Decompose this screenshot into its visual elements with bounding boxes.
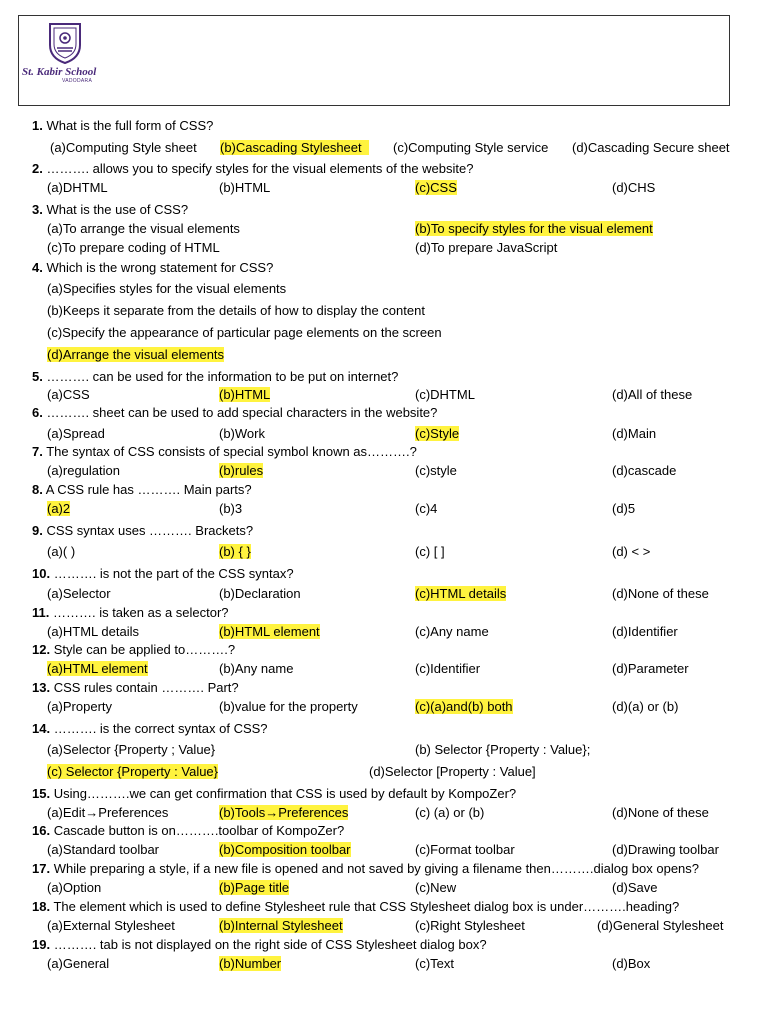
option: (d)To prepare JavaScript bbox=[415, 240, 558, 255]
option-answer: (b)Composition toolbar bbox=[219, 842, 351, 857]
option: (c) [ ] bbox=[415, 544, 445, 559]
question-text: What is the use of CSS? bbox=[42, 202, 189, 217]
option: (c)style bbox=[415, 463, 457, 478]
option: (a)Specifies styles for the visual elements bbox=[47, 281, 287, 296]
question-text: ………. tab is not displayed on the right side of CSS Stylesheet dialog box? bbox=[50, 937, 487, 952]
question-number: 14. bbox=[32, 721, 51, 736]
question-text: While preparing a style, if a new file is opened and not saved by giving a filename then……….dialog box opens? bbox=[50, 861, 700, 876]
option: (c)Text bbox=[415, 956, 454, 971]
question-9 bbox=[32, 522, 253, 539]
option-answer: (b)rules bbox=[219, 463, 264, 478]
option-answer: (b)To specify styles for the visual element bbox=[415, 221, 653, 236]
option: (b) Selector {Property : Value}; bbox=[415, 742, 591, 757]
option: (c)Format toolbar bbox=[415, 842, 515, 857]
option: (a)regulation bbox=[47, 463, 120, 478]
option: (a)Spread bbox=[47, 426, 105, 441]
question-number: 9. bbox=[32, 523, 43, 538]
option: (c)Specify the appearance of particular page elements on the screen bbox=[47, 325, 442, 340]
question-number: 16. bbox=[32, 823, 51, 838]
option: (a)Standard toolbar bbox=[47, 842, 160, 857]
school-city: VADODARA bbox=[62, 78, 93, 84]
question-text: Style can be applied to……….? bbox=[50, 642, 236, 657]
option: (b)value for the property bbox=[219, 699, 358, 714]
school-crest-icon bbox=[47, 21, 83, 65]
option: (b)Any name bbox=[219, 661, 294, 676]
option: (c)Identifier bbox=[415, 661, 481, 676]
question-text: ………. sheet can be used to add special characters in the website? bbox=[42, 405, 438, 420]
question-text: Which is the wrong statement for CSS? bbox=[42, 260, 274, 275]
question-text: ………. is the correct syntax of CSS? bbox=[50, 721, 268, 736]
option: (a)HTML details bbox=[47, 624, 139, 639]
option-answer: (a)HTML element bbox=[47, 661, 148, 676]
question-5 bbox=[32, 368, 398, 385]
question-text: ………. can be used for the information to be put on internet? bbox=[42, 369, 399, 384]
question-15 bbox=[32, 785, 516, 802]
option: (d)Box bbox=[612, 956, 651, 971]
question-number: 3. bbox=[32, 202, 43, 217]
option: (c) (a) or (b) bbox=[415, 805, 485, 820]
option: (c)New bbox=[415, 880, 457, 895]
option: (d)Identifier bbox=[612, 624, 678, 639]
header-box bbox=[18, 15, 730, 106]
question-19 bbox=[32, 936, 487, 953]
option: (d)cascade bbox=[612, 463, 677, 478]
question-number: 18. bbox=[32, 899, 51, 914]
question-14 bbox=[32, 720, 268, 737]
option: (d)5 bbox=[612, 501, 636, 516]
question-number: 5. bbox=[32, 369, 43, 384]
option: (b)Work bbox=[219, 426, 265, 441]
option: (a)( ) bbox=[47, 544, 76, 559]
question-number: 7. bbox=[32, 444, 43, 459]
option-answer: (b)Internal Stylesheet bbox=[219, 918, 343, 933]
option-answer: (b)HTML element bbox=[219, 624, 320, 639]
option-answer: (b)Number bbox=[219, 956, 282, 971]
question-number: 10. bbox=[32, 566, 51, 581]
question-number: 17. bbox=[32, 861, 51, 876]
question-18 bbox=[32, 898, 679, 915]
question-number: 4. bbox=[32, 260, 43, 275]
option-answer: (c)HTML details bbox=[415, 586, 507, 601]
school-logo bbox=[22, 21, 114, 87]
question-text: ………. is taken as a selector? bbox=[49, 605, 229, 620]
option: (d)None of these bbox=[612, 805, 709, 820]
question-text: ………. is not the part of the CSS syntax? bbox=[50, 566, 294, 581]
option: (b)Keeps it separate from the details of how to display the content bbox=[47, 303, 425, 318]
question-1 bbox=[32, 117, 213, 134]
option: (d)Cascading Secure sheet bbox=[572, 140, 730, 155]
option-answer: (b)Tools→Preferences bbox=[219, 805, 349, 820]
question-number: 8. bbox=[32, 482, 43, 497]
question-text: A CSS rule has ………. Main parts? bbox=[42, 482, 252, 497]
question-text: What is the full form of CSS? bbox=[42, 118, 214, 133]
option-answer: (b)HTML bbox=[219, 387, 271, 402]
option: (d)All of these bbox=[612, 387, 693, 402]
option: (b)3 bbox=[219, 501, 243, 516]
question-8 bbox=[32, 481, 252, 498]
question-10 bbox=[32, 565, 294, 582]
option: (d)Drawing toolbar bbox=[612, 842, 719, 857]
question-16 bbox=[32, 822, 344, 839]
option-answer: (b) { } bbox=[219, 544, 251, 559]
option-answer: (a)2 bbox=[47, 501, 71, 516]
question-number: 19. bbox=[32, 937, 51, 952]
question-number: 2. bbox=[32, 161, 43, 176]
option: (a)To arrange the visual elements bbox=[47, 221, 240, 236]
option: (d)None of these bbox=[612, 586, 709, 601]
question-3 bbox=[32, 201, 188, 218]
question-number: 12. bbox=[32, 642, 51, 657]
question-6 bbox=[32, 404, 437, 421]
question-text: CSS rules contain ………. Part? bbox=[50, 680, 239, 695]
question-11 bbox=[32, 604, 229, 621]
option-answer: (c)CSS bbox=[415, 180, 457, 195]
option: (d)CHS bbox=[612, 180, 656, 195]
option: (d)Selector [Property : Value] bbox=[369, 764, 536, 779]
option-answer: (c) Selector {Property : Value} bbox=[47, 764, 219, 779]
question-text: The syntax of CSS consists of special symbol known as……….? bbox=[42, 444, 417, 459]
question-17 bbox=[32, 860, 699, 877]
question-13 bbox=[32, 679, 239, 696]
question-text: Using……….we can get confirmation that CSS is used by default by KompoZer? bbox=[50, 786, 517, 801]
option: (d)Save bbox=[612, 880, 658, 895]
question-text: Cascade button is on……….toolbar of KompoZer? bbox=[50, 823, 345, 838]
option: (a)Selector bbox=[47, 586, 111, 601]
question-text: CSS syntax uses ………. Brackets? bbox=[42, 523, 254, 538]
option-answer: (b)Cascading Stylesheet bbox=[220, 139, 369, 156]
option: (a)Computing Style sheet bbox=[50, 140, 197, 155]
question-number: 1. bbox=[32, 118, 43, 133]
option-answer: (d)Arrange the visual elements bbox=[47, 347, 225, 362]
question-number: 11. bbox=[32, 605, 50, 620]
option: (c)To prepare coding of HTML bbox=[47, 240, 220, 255]
option: (c)4 bbox=[415, 501, 438, 516]
question-text: ………. allows you to specify styles for the visual elements of the website? bbox=[42, 161, 474, 176]
option: (a)DHTML bbox=[47, 180, 108, 195]
option: (d) < > bbox=[612, 544, 651, 559]
school-name: St. Kabir School bbox=[22, 66, 97, 78]
option: (a)Property bbox=[47, 699, 113, 714]
option: (d)Parameter bbox=[612, 661, 689, 676]
option: (c)Computing Style service bbox=[393, 140, 549, 155]
option: (d)Main bbox=[612, 426, 657, 441]
option: (a)Edit→Preferences bbox=[47, 805, 169, 820]
option: (a)General bbox=[47, 956, 110, 971]
option: (d)General Stylesheet bbox=[597, 918, 724, 933]
option: (b)HTML bbox=[219, 180, 271, 195]
question-number: 13. bbox=[32, 680, 51, 695]
option: (c)DHTML bbox=[415, 387, 475, 402]
question-2 bbox=[32, 160, 473, 177]
question-number: 15. bbox=[32, 786, 51, 801]
question-text: The element which is used to define Stylesheet rule that CSS Stylesheet dialog box is under……….heading? bbox=[50, 899, 680, 914]
option: (c)Right Stylesheet bbox=[415, 918, 525, 933]
question-7 bbox=[32, 443, 417, 460]
option: (a)CSS bbox=[47, 387, 90, 402]
option: (a)Selector {Property ; Value} bbox=[47, 742, 216, 757]
option: (d)(a) or (b) bbox=[612, 699, 679, 714]
option-answer: (c)(a)and(b) both bbox=[415, 699, 513, 714]
question-number: 6. bbox=[32, 405, 43, 420]
option: (b)Declaration bbox=[219, 586, 301, 601]
option: (c)Any name bbox=[415, 624, 489, 639]
question-4 bbox=[32, 259, 273, 276]
option-answer: (c)Style bbox=[415, 426, 460, 441]
question-12 bbox=[32, 641, 235, 658]
option: (a)Option bbox=[47, 880, 102, 895]
option: (a)External Stylesheet bbox=[47, 918, 175, 933]
option-answer: (b)Page title bbox=[219, 880, 290, 895]
